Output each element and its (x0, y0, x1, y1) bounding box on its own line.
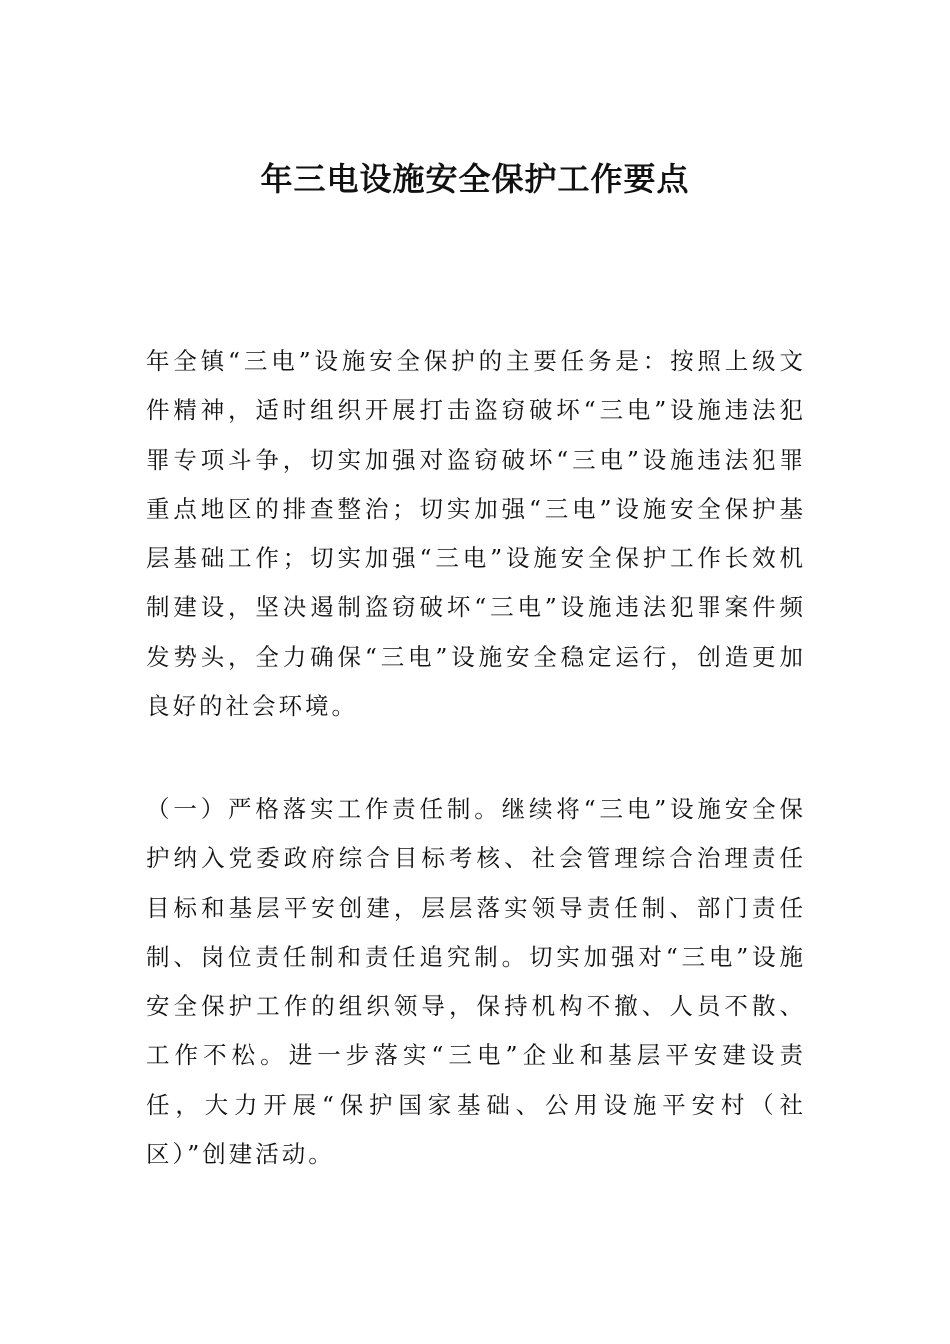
document-title: 年三电设施安全保护工作要点 (260, 160, 690, 198)
intro-paragraph: 年全镇“三电”设施安全保护的主要任务是：按照上级文件精神，适时组织开展打击盗窃破坏“三电”设施违法犯罪专项斗争，切实加强对盗窃破坏“三电”设施违法犯罪重点地区的排查整治；切实加强“三电”设施安全保护基层基础工作；切实加强“三电”设施安全保护工作长效机制建设，坚决遏制盗窃破坏“三电”设施违法犯罪案件频发势头，全力确保“三电”设施安全稳定运行，创造更加良好的社会环境。 (146, 347, 806, 721)
section-one-paragraph: （一）严格落实工作责任制。继续将“三电”设施安全保护纳入党委政府综合目标考核、社会管理综合治理责任目标和基层平安创建，层层落实领导责任制、部门责任制、岗位责任制和责任追究制。切实加强对“三电”设施安全保护工作的组织领导，保持机构不撤、人员不散、工作不松。进一步落实“三电”企业和基层平安建设责任，大力开展“保护国家基础、公用设施平安村（社区）”创建活动。 (146, 795, 806, 1169)
